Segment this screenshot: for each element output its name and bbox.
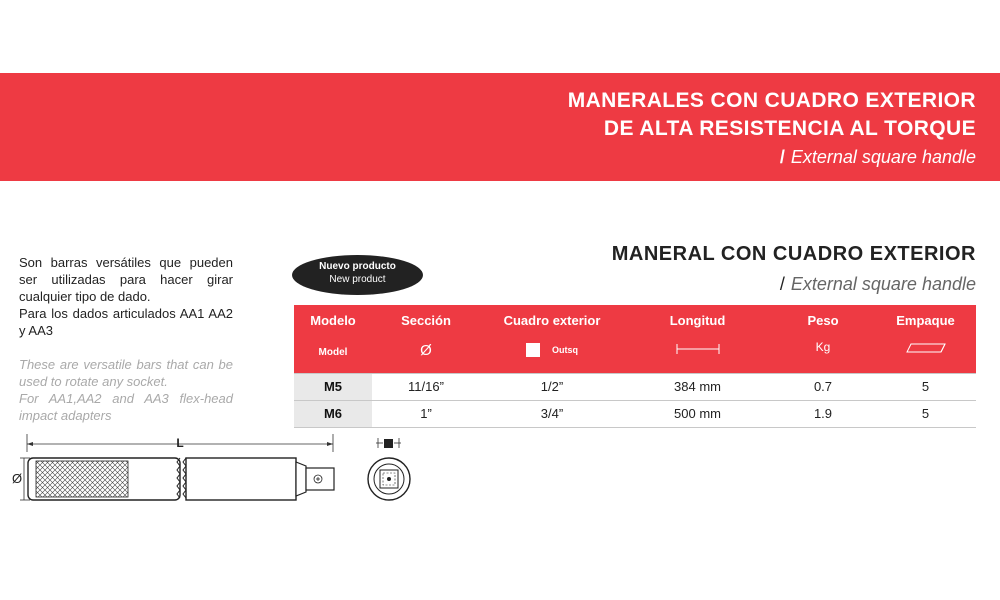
badge-line2: New product [329,274,386,285]
cell-weight: 1.9 [813,406,833,421]
new-product-badge [292,255,423,295]
cell-model: M5 [294,374,372,400]
description-en-line2: For AA1,AA2 and AA3 flex-head impact adapters [19,391,233,423]
table-row [294,401,976,428]
cell-package: 5 [921,379,930,394]
cell-outsq: 1/2” [540,379,564,394]
package-icon [875,341,976,358]
cell-model: M6 [294,401,372,427]
header-col-weight [771,305,875,373]
header-sub-weight: Kg [815,340,831,354]
header-label-package: Empaque [896,313,955,328]
length-label: L [176,436,184,450]
header-label-weight: Peso [807,313,839,328]
header-sub-model: Model [318,347,348,358]
badge-line1: Nuevo producto [319,261,396,272]
header-sub-outsq-wrap [480,343,624,357]
header-label-section: Sección [401,313,451,328]
header-title-line2: DE ALTA RESISTENCIA AL TORQUE [603,117,976,140]
header-banner [0,73,1000,181]
table-row [294,373,976,401]
diameter-icon: Ø [420,342,432,359]
header-col-package [875,305,976,373]
description-es-line2: Para los dados articulados AA1 AA2 y AA3 [19,306,233,338]
section-subtitle-text: External square handle [790,274,976,294]
header-col-outsq [480,305,624,373]
description-en-line1: These are versatile bars that can be used to rotate any socket. [19,357,233,389]
header-sub-outsq: Outsq [552,345,578,355]
length-icon [624,343,771,358]
header-subtitle [780,147,976,168]
section-title: MANERAL CON CUADRO EXTERIOR [611,243,976,265]
cell-outsq: 3/4” [540,406,564,421]
header-col-section [372,305,480,373]
header-label-outsq: Cuadro exterior [503,313,601,328]
cell-length: 384 mm [674,379,721,394]
handle-drawing [0,430,440,520]
header-slash: / [779,147,785,167]
description-es-line1: Son barras versátiles que pueden ser utilizadas para hacer girar cualquier tipo de dado. [19,255,233,304]
diameter-label: Ø [11,471,23,486]
header-title-line1: MANERALES CON CUADRO EXTERIOR [567,89,976,112]
header-label-length: Longitud [669,313,726,328]
header-subtitle-text: External square handle [790,147,976,167]
section-subtitle [780,274,976,295]
cell-package: 5 [921,406,930,421]
square-icon [526,343,540,357]
cell-section: 11/16” [408,379,444,394]
cell-length: 500 mm [674,406,721,421]
header-col-length [624,305,771,373]
description-spanish [19,254,233,339]
header-label-model: Modelo [310,313,356,328]
spec-table [294,305,976,428]
cell-weight: 0.7 [813,379,833,394]
table-header [294,305,976,373]
cell-section: 1” [420,406,432,421]
section-slash: / [779,274,785,294]
header-col-model [294,305,372,373]
description-english [19,356,233,424]
